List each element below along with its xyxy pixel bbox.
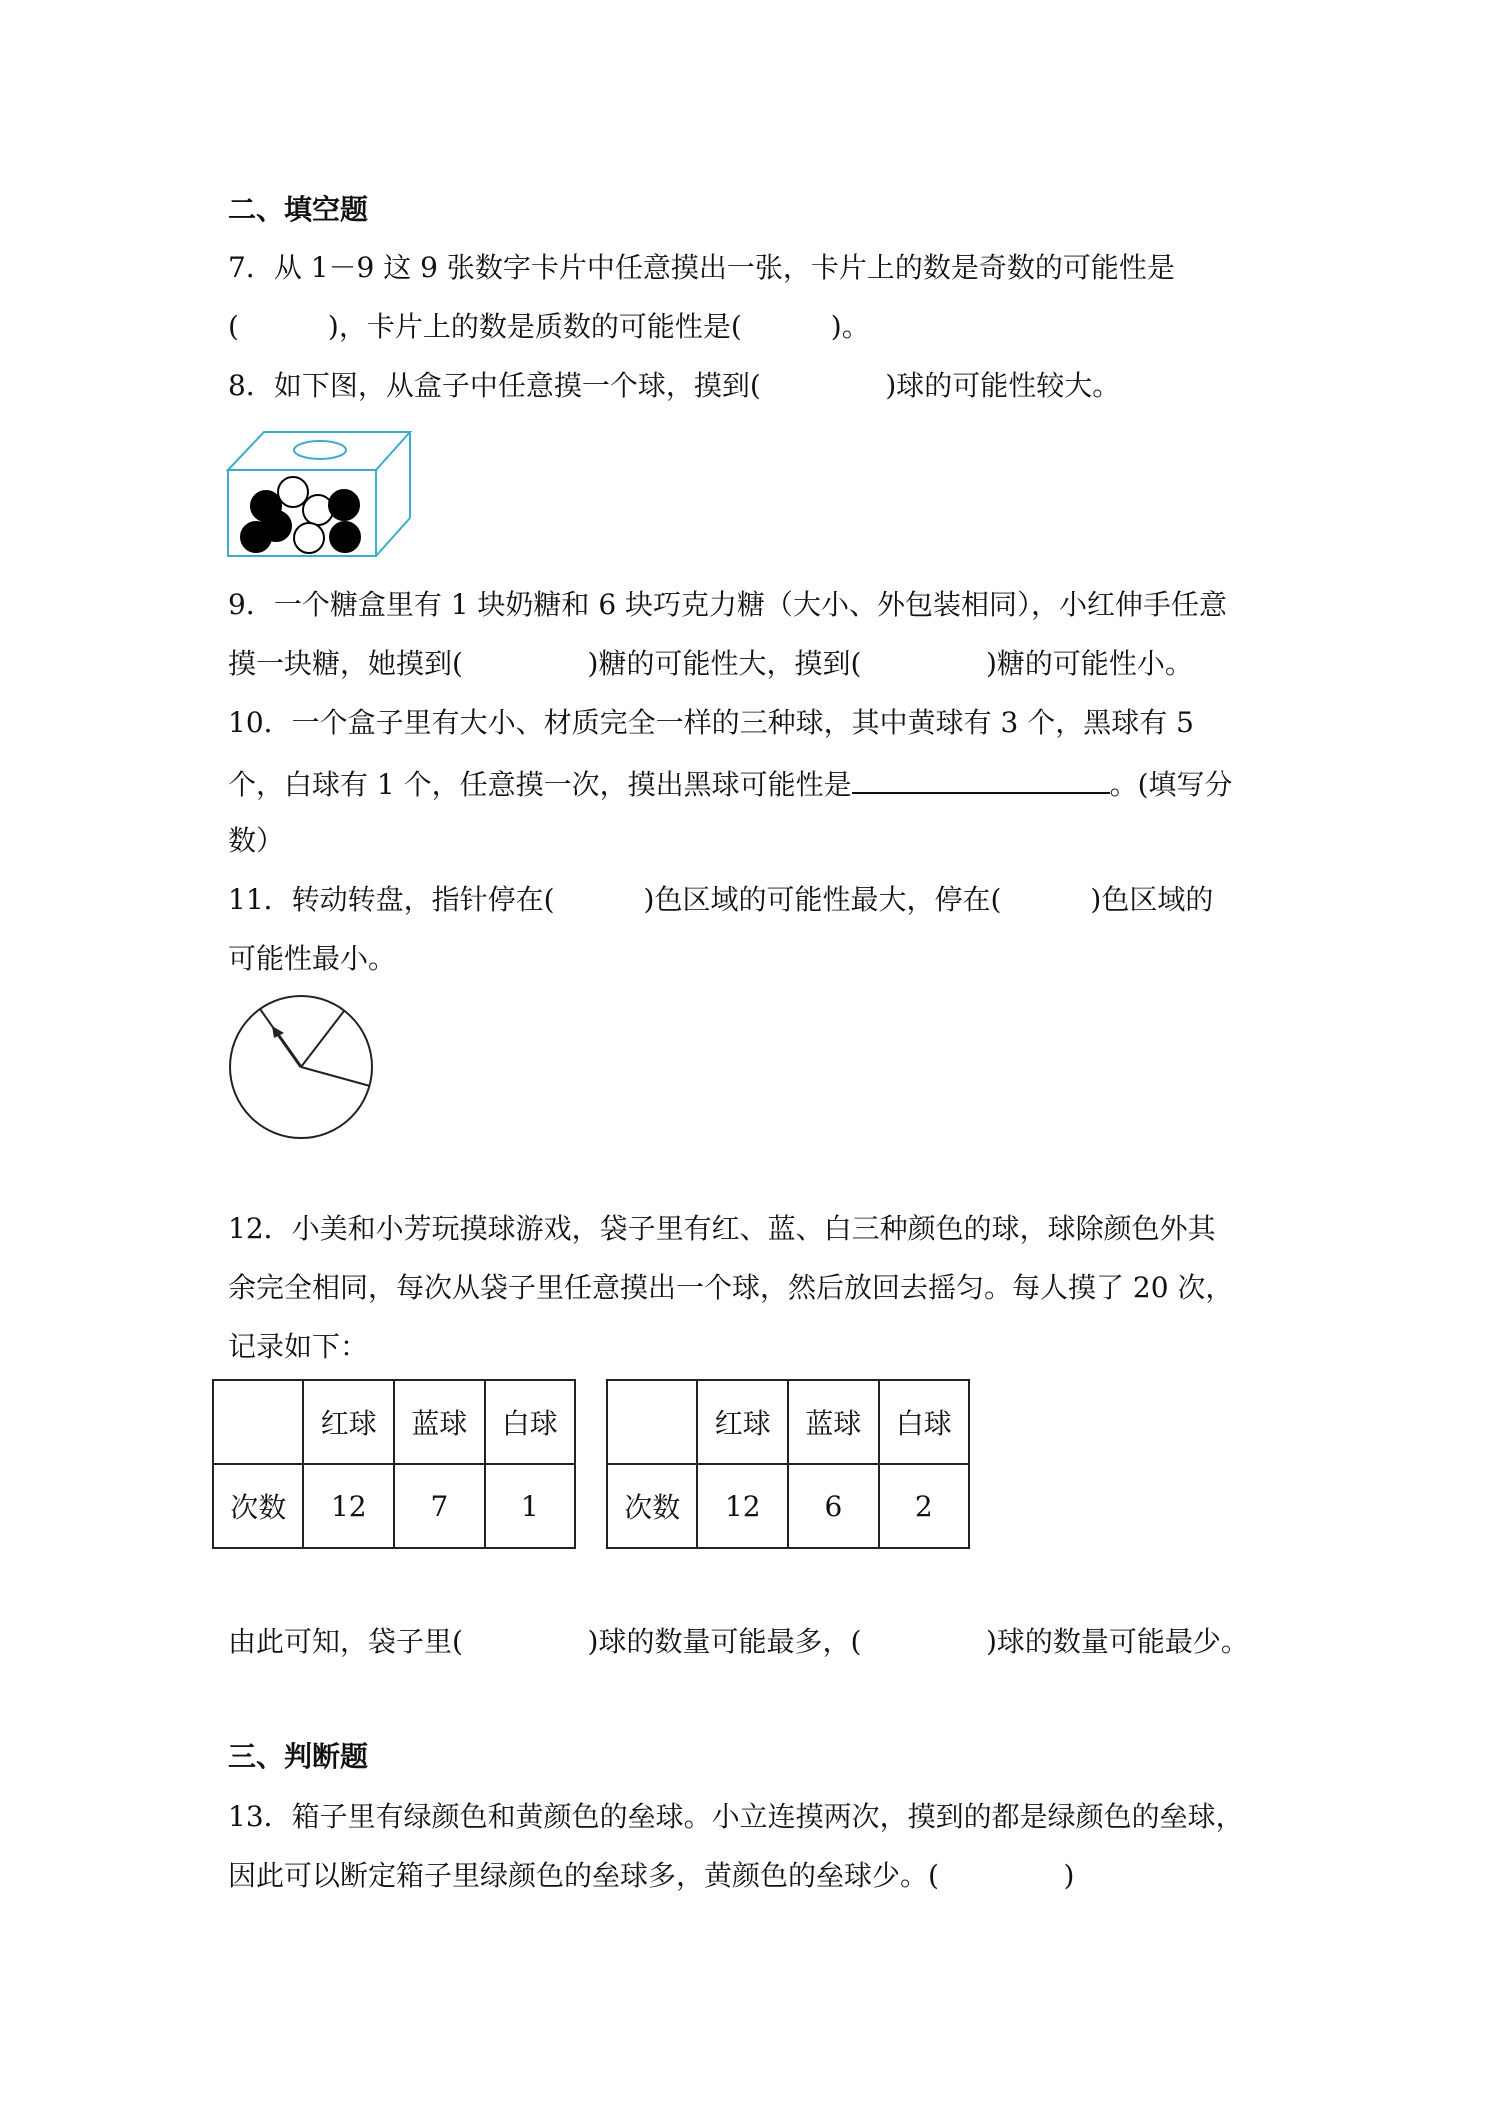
q11-line1: 11．转动转盘，指针停在( )色区域的可能性最大，停在( )色区域的 bbox=[228, 883, 1214, 916]
table-cell: 12 bbox=[303, 1464, 394, 1548]
q10-line3: 数） bbox=[228, 824, 285, 857]
ball-box-figure bbox=[226, 430, 412, 558]
table-cell: 蓝球 bbox=[394, 1380, 484, 1464]
q10-line1: 10．一个盒子里有大小、材质完全一样的三种球，其中黄球有 3 个，黑球有 5 bbox=[228, 706, 1194, 739]
q12-line4: 由此可知，袋子里( )球的数量可能最多，( )球的数量可能最少。 bbox=[228, 1625, 1249, 1658]
q9-line1: 9．一个糖盒里有 1 块奶糖和 6 块巧克力糖（大小、外包装相同），小红伸手任意 bbox=[228, 588, 1228, 621]
table-cell: 白球 bbox=[485, 1380, 575, 1464]
q13-line1: 13．箱子里有绿颜色和黄颜色的垒球。小立连摸两次，摸到的都是绿颜色的垒球， bbox=[228, 1800, 1244, 1833]
table-cell: 7 bbox=[394, 1464, 484, 1548]
record-table-2 bbox=[606, 1379, 970, 1549]
table-row bbox=[607, 1464, 969, 1548]
section-title-true-false: 三、判断题 bbox=[228, 1740, 369, 1773]
answer-blank[interactable] bbox=[852, 762, 1110, 794]
table-header-row bbox=[607, 1380, 969, 1464]
table-cell: 红球 bbox=[303, 1380, 394, 1464]
section-title-fill-in: 二、填空题 bbox=[228, 193, 369, 226]
table-cell: 12 bbox=[697, 1464, 788, 1548]
table-header-row bbox=[213, 1380, 575, 1464]
q8-line1: 8．如下图，从盒子中任意摸一个球，摸到( )球的可能性较大。 bbox=[228, 369, 1121, 402]
q7-line1: 7．从 1－9 这 9 张数字卡片中任意摸出一张，卡片上的数是奇数的可能性是 bbox=[228, 251, 1175, 284]
table-cell: 次数 bbox=[607, 1464, 697, 1548]
q7-line2: ( )，卡片上的数是质数的可能性是( )。 bbox=[228, 310, 870, 343]
q9-line2: 摸一块糖，她摸到( )糖的可能性大，摸到( )糖的可能性小。 bbox=[228, 647, 1193, 680]
table-cell: 6 bbox=[788, 1464, 878, 1548]
q12-line2: 余完全相同，每次从袋子里任意摸出一个球，然后放回去摇匀。每人摸了 20 次， bbox=[228, 1271, 1234, 1304]
table-row bbox=[213, 1464, 575, 1548]
q10-line2-text: 个，白球有 1 个，任意摸一次，摸出黑球可能性是 bbox=[228, 768, 852, 801]
q12-line3: 记录如下： bbox=[228, 1330, 369, 1363]
table-cell: 2 bbox=[879, 1464, 969, 1548]
table-cell bbox=[213, 1380, 303, 1464]
table-cell: 蓝球 bbox=[788, 1380, 878, 1464]
q10-line2-end: 。(填写分 bbox=[1109, 768, 1233, 801]
q10-line2 bbox=[228, 762, 1233, 805]
q11-line2: 可能性最小。 bbox=[228, 942, 397, 975]
table-cell: 红球 bbox=[697, 1380, 788, 1464]
table-cell: 次数 bbox=[213, 1464, 303, 1548]
table-cell: 白球 bbox=[879, 1380, 969, 1464]
record-table-1 bbox=[212, 1379, 576, 1549]
table-cell bbox=[607, 1380, 697, 1464]
table-cell: 1 bbox=[485, 1464, 575, 1548]
spinner-figure bbox=[226, 992, 376, 1142]
q12-line1: 12．小美和小芳玩摸球游戏，袋子里有红、蓝、白三种颜色的球，球除颜色外其 bbox=[228, 1212, 1216, 1245]
q13-line2: 因此可以断定箱子里绿颜色的垒球多，黄颜色的垒球少。( ) bbox=[228, 1859, 1075, 1892]
